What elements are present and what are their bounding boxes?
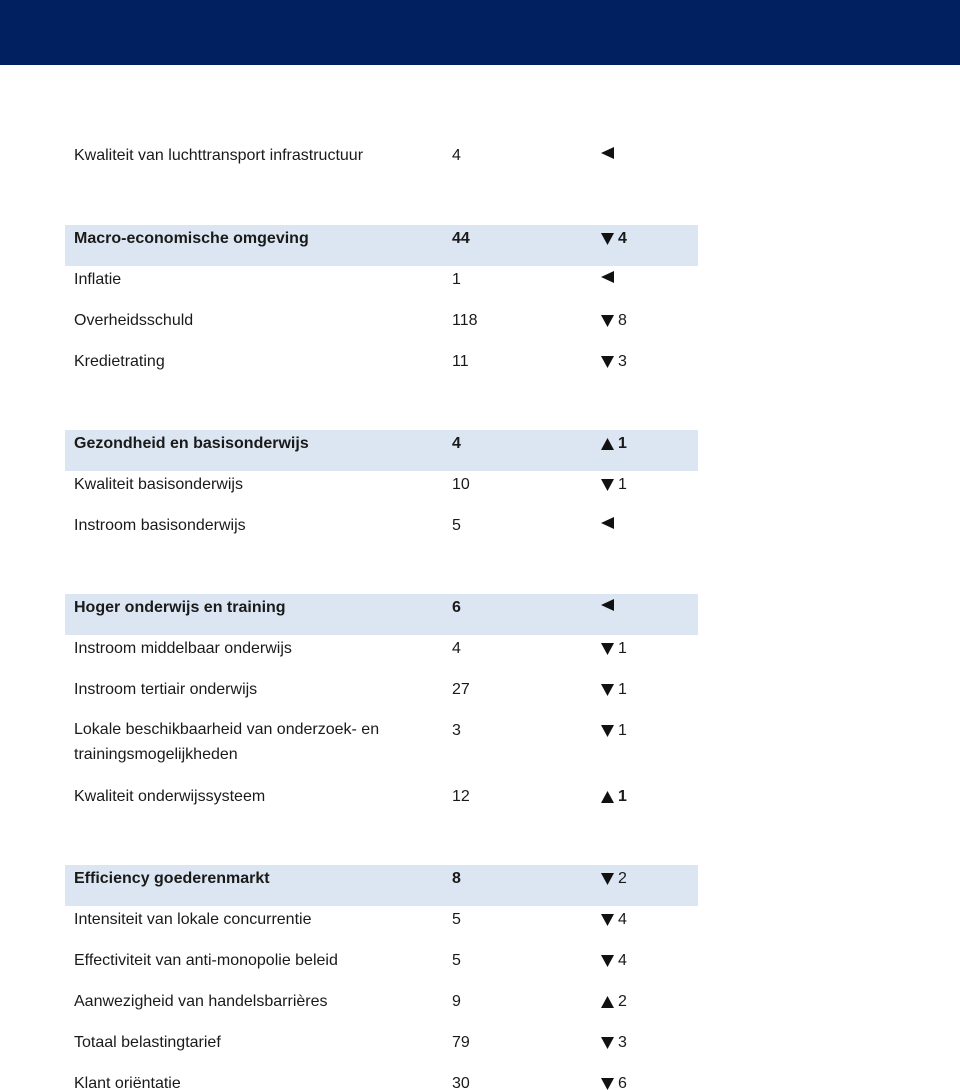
- section-title: Hoger onderwijs en training: [74, 599, 286, 616]
- table-row: [65, 474, 698, 515]
- table-row: [65, 515, 698, 556]
- row-rank: 1: [452, 271, 461, 288]
- arrow-left-icon: [600, 598, 615, 612]
- section-title: Gezondheid en basisonderwijs: [74, 435, 309, 452]
- table-row: [65, 145, 698, 186]
- row-rank: 79: [452, 1034, 470, 1051]
- arrow-up-icon: [600, 995, 615, 1009]
- row-change-value: 1: [618, 640, 627, 657]
- row-rank: 118: [452, 312, 478, 329]
- table-row: [65, 786, 698, 827]
- row-rank: 4: [452, 147, 461, 164]
- table-row: [65, 679, 698, 720]
- table-row: [65, 950, 698, 991]
- arrow-down-icon: [600, 913, 615, 927]
- arrow-down-icon: [600, 478, 615, 492]
- row-change: [600, 868, 690, 889]
- row-change-value: 1: [618, 722, 627, 739]
- row-label: Totaal belastingtarief: [74, 1034, 221, 1051]
- arrow-up-icon: [600, 437, 615, 451]
- row-change-value: 4: [618, 230, 627, 247]
- row-label: Intensiteit van lokale concurrentie: [74, 911, 312, 928]
- table-row: [65, 351, 698, 392]
- row-label: Effectiviteit van anti-monopolie beleid: [74, 952, 338, 969]
- row-change-value: 1: [618, 681, 627, 698]
- row-change: [600, 310, 690, 331]
- row-rank: 5: [452, 952, 461, 969]
- row-rank: 9: [452, 993, 461, 1010]
- row-change: [600, 1073, 690, 1090]
- row-label: Inflatie: [74, 271, 122, 288]
- row-change: [600, 228, 690, 249]
- table-row: [65, 1073, 698, 1090]
- row-label: Kwaliteit van luchttransport infrastructuur: [74, 147, 364, 164]
- row-rank: 12: [452, 788, 470, 805]
- row-label: Klant oriëntatie: [74, 1075, 181, 1090]
- row-change: [600, 1032, 690, 1053]
- row-label: Overheidsschuld: [74, 312, 194, 329]
- row-change: [600, 515, 690, 530]
- row-change-value: 4: [618, 952, 627, 969]
- row-change-value: 3: [618, 1034, 627, 1051]
- row-rank: 30: [452, 1075, 470, 1090]
- row-rank: 8: [452, 870, 461, 887]
- row-rank: 27: [452, 681, 470, 698]
- row-change-value: 3: [618, 353, 627, 370]
- table-row: [65, 269, 698, 310]
- table-row: [65, 720, 698, 780]
- row-change: [600, 145, 690, 160]
- row-rank: 11: [452, 353, 469, 370]
- top-banner: [0, 0, 960, 65]
- row-rank: 44: [452, 230, 470, 247]
- section-header-row: [65, 865, 698, 906]
- row-label: Instroom tertiair onderwijs: [74, 681, 258, 698]
- row-change-value: 8: [618, 312, 627, 329]
- row-change-value: 1: [618, 788, 627, 805]
- row-change: [600, 720, 690, 741]
- row-rank: 6: [452, 599, 461, 616]
- row-label: Instroom basisonderwijs: [74, 517, 246, 534]
- row-label: Aanwezigheid van handelsbarrières: [74, 993, 328, 1010]
- row-change-value: 4: [618, 911, 627, 928]
- section-title: Efficiency goederenmarkt: [74, 870, 270, 887]
- row-label: Instroom middelbaar onderwijs: [74, 640, 292, 657]
- row-change: [600, 679, 690, 700]
- row-change-value: 2: [618, 993, 627, 1010]
- arrow-down-icon: [600, 724, 615, 738]
- row-label: Kwaliteit basisonderwijs: [74, 476, 243, 493]
- row-change: [600, 597, 690, 612]
- table-row: [65, 909, 698, 950]
- row-rank: 3: [452, 722, 461, 739]
- row-change: [600, 351, 690, 372]
- section-header-row: [65, 225, 698, 266]
- arrow-down-icon: [600, 642, 615, 656]
- row-rank: 4: [452, 640, 461, 657]
- table-row: [65, 991, 698, 1032]
- row-rank: 5: [452, 911, 461, 928]
- row-change: [600, 786, 690, 807]
- arrow-down-icon: [600, 355, 615, 369]
- table-row: [65, 310, 698, 351]
- arrow-down-icon: [600, 954, 615, 968]
- row-rank: 5: [452, 517, 461, 534]
- section-title: Macro-economische omgeving: [74, 230, 309, 247]
- arrow-down-icon: [600, 314, 615, 328]
- row-change: [600, 269, 690, 284]
- table-row: [65, 1032, 698, 1073]
- section-header-row: [65, 594, 698, 635]
- arrow-down-icon: [600, 1077, 615, 1090]
- arrow-down-icon: [600, 232, 615, 246]
- row-change: [600, 909, 690, 930]
- row-change: [600, 950, 690, 971]
- row-change: [600, 433, 690, 454]
- arrow-up-icon: [600, 790, 615, 804]
- row-change: [600, 474, 690, 495]
- arrow-down-icon: [600, 683, 615, 697]
- row-label: Lokale beschikbaarheid van onderzoek- en trainingsmogelijkheden: [74, 721, 380, 763]
- table-row: [65, 638, 698, 679]
- row-change-value: 1: [618, 476, 627, 493]
- row-rank: 10: [452, 476, 470, 493]
- arrow-left-icon: [600, 516, 615, 530]
- row-change: [600, 638, 690, 659]
- row-label: Kwaliteit onderwijssysteem: [74, 788, 266, 805]
- section-header-row: [65, 430, 698, 471]
- arrow-left-icon: [600, 146, 615, 160]
- arrow-down-icon: [600, 872, 615, 886]
- arrow-left-icon: [600, 270, 615, 284]
- arrow-down-icon: [600, 1036, 615, 1050]
- row-change-value: 6: [618, 1075, 627, 1090]
- row-label: Kredietrating: [74, 353, 165, 370]
- row-change: [600, 991, 690, 1012]
- row-rank: 4: [452, 435, 461, 452]
- row-change-value: 1: [618, 435, 627, 452]
- row-change-value: 2: [618, 870, 627, 887]
